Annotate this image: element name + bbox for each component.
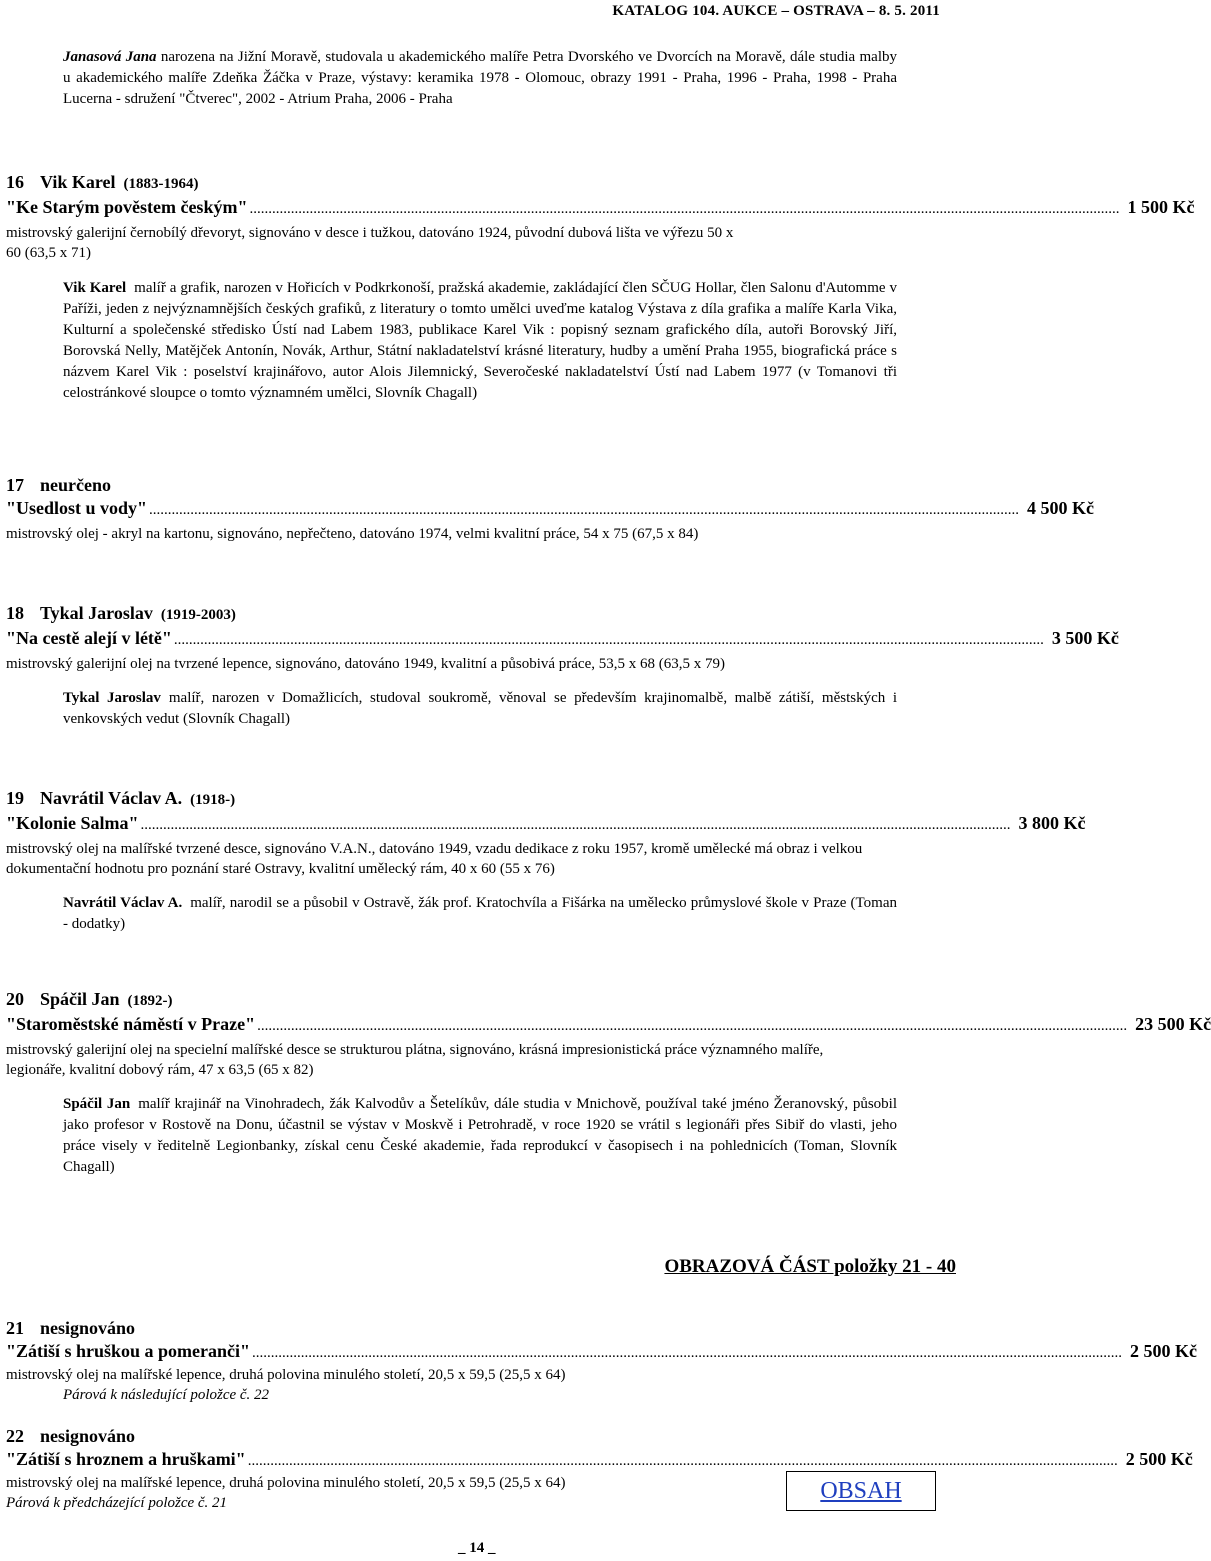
intro-bio [63, 47, 897, 110]
lot-author: nesignováno [40, 1426, 136, 1446]
lot-description: mistrovský olej na malířské tvrzené desce, signováno V.A.N., datováno 1949, vzadu dedikace z roku 1957, kromě umělecké má obraz i velkou dokumentační hodnotu pro poznání staré Ostravy, kvalitní umělecký rám, 40 x 60 (55 x 76) [6, 841, 863, 877]
artist-bio-text: malíř, narodil se a působil v Ostravě, žák prof. Kratochvíla a Fišárka na umělecko průmyslové škole v Praze (Toman - dodatky) [63, 895, 897, 932]
artist-bio [63, 278, 897, 404]
lot-description: mistrovský olej na malířské lepence, druhá polovina minulého století, 20,5 x 59,5 (25,5 x 64) [6, 1475, 566, 1491]
section-title: OBRAZOVÁ ČÁST položky 21 - 40 [664, 1256, 956, 1277]
lot-21 [6, 1316, 1198, 1405]
lot-title-row [6, 1013, 1211, 1038]
artist-bio-text: malíř a grafik, narozen v Hořicích v Podkrkonoší, pražská akademie, zakládající člen SČUG Hollar, člen Salonu d'Automme v Paříži, jeden z nejvýznamnějších českých grafiků, z literatury o tomto umělci uveďme katalog Výstava z díla grafika a malíře Karla Vika, Kulturní a společenské středisko Ústí nad Labem 1983, publikace Karel Vik : popisný seznam grafického díla, autoři Borovský Jiří, Borovská Nelly, Matějček Antonín, Novák, Arthur, Státní nakladatelství krásné literatury, hudby a umění Praha 1955, biografická práce s názvem Karel Vik : poselství krajinářovo, autor Alois Jilemnický, Severočeské nakladatelství Ústí nad Labem 1977 (v Tomanovi tři celostránkové sloupce o tomto významném umělci, Slovník Chagall) [63, 280, 897, 401]
lot-author: Tykal Jaroslav [40, 603, 153, 623]
lot-title: "Zátiší s hruškou a pomeranči" [6, 1341, 251, 1361]
dot-leader: ........................................................................................................................................................................................................................................ [140, 817, 1011, 833]
dot-leader: ........................................................................................................................................................................................................................................ [247, 1453, 1118, 1469]
lot-number: 20 [6, 989, 24, 1009]
lot-number: 17 [6, 475, 24, 495]
dot-leader: ........................................................................................................................................................................................................................................ [252, 1345, 1123, 1361]
lot-description: mistrovský olej na malířské lepence, druhá polovina minulého století, 20,5 x 59,5 (25,5 x 64) [6, 1367, 566, 1383]
lot-description: mistrovský galerijní olej na tvrzené lepence, signováno, datováno 1949, kvalitní a působivá práce, 53,5 x 68 (63,5 x 79) [6, 656, 725, 672]
dot-leader: ........................................................................................................................................................................................................................................ [249, 201, 1120, 217]
lot-description: mistrovský olej - akryl na kartonu, signováno, nepřečteno, datováno 1974, velmi kvalitní práce, 54 x 75 (67,5 x 84) [6, 526, 699, 542]
lot-20 [6, 987, 1211, 1178]
lot-price: 1 500 Kč [1127, 197, 1195, 217]
dot-leader: ........................................................................................................................................................................................................................................ [149, 502, 1020, 518]
lot-title: "Zátiší s hroznem a hruškami" [6, 1449, 246, 1469]
lot-title: "Na cestě alejí v létě" [6, 628, 172, 648]
lot-note: Párová k předcházející položce č. 21 [6, 1495, 228, 1511]
lot-18 [6, 601, 1119, 730]
lot-years: (1919-2003) [160, 607, 236, 623]
lot-title-row [6, 196, 1195, 221]
intro-bio-name: Janasová Jana [63, 49, 157, 65]
lot-author: Vik Karel [40, 172, 116, 192]
artist-bio [63, 893, 897, 935]
lot-title-row [6, 812, 1086, 837]
lot-number: 19 [6, 788, 24, 808]
lot-number: 18 [6, 603, 24, 623]
lot-price: 3 800 Kč [1018, 813, 1086, 833]
lot-price: 2 500 Kč [1130, 1341, 1198, 1361]
lot-header [6, 1316, 938, 1340]
lot-price: 4 500 Kč [1027, 498, 1095, 518]
artist-bio-text: malíř krajinář na Vinohradech, žák Kalvodův a Šetelíkův, dále studia v Mnichově, používal také jméno Žeranovský, působil jako profesor v Rostově na Donu, účastnil se výstav v Moskvě i Petrohradě, v roce 1920 se vrátil s legionáři přes Sibiř do vlasti, jeho práce visely v ředitelně Legionbanky, získal cenu České akademie, řada reprodukcí v časopisech i na pohlednicích (Toman, Slovník Chagall) [63, 1096, 897, 1175]
lot-title: "Staroměstské náměstí v Praze" [6, 1014, 256, 1034]
lot-title-row [6, 497, 1095, 522]
lot-header [6, 170, 938, 196]
lot-author: Navrátil Václav A. [40, 788, 183, 808]
page-number: _ 14 _ [458, 1540, 496, 1556]
artist-bio-name: Navrátil Václav A. [63, 895, 183, 911]
lot-note: Párová k následující položce č. 22 [63, 1387, 270, 1403]
page-header: KATALOG 104. AUKCE – OSTRAVA – 8. 5. 2011 [612, 3, 940, 19]
lot-price: 2 500 Kč [1125, 1449, 1193, 1469]
lot-price: 23 500 Kč [1135, 1014, 1211, 1034]
artist-bio-name: Spáčil Jan [63, 1096, 131, 1112]
artist-bio-text: malíř, narozen v Domažlicích, studoval soukromě, věnoval se především krajinomalbě, malbě zátiší, městských i venkovských vedut (Slovník Chagall) [63, 690, 897, 727]
artist-bio [63, 1094, 897, 1178]
lot-price: 3 500 Kč [1051, 628, 1119, 648]
dot-leader: ........................................................................................................................................................................................................................................ [173, 632, 1044, 648]
artist-bio [63, 688, 897, 730]
lot-years: (1892-) [127, 993, 173, 1009]
lot-header [6, 601, 938, 627]
artist-bio-name: Vik Karel [63, 280, 127, 296]
lot-header [6, 473, 938, 497]
lot-19 [6, 786, 1086, 935]
lot-title-row [6, 1340, 1198, 1365]
lot-description: mistrovský galerijní olej na specielní malířské desce se strukturou plátna, signováno, krásná impresionistická práce významného malíře, legionáře, kvalitní dobový rám, 47 x 63,5 (65 x 82) [6, 1042, 824, 1078]
obsah-link-button[interactable]: OBSAH [786, 1471, 936, 1511]
lot-number: 22 [6, 1426, 24, 1446]
lot-author: neurčeno [40, 475, 111, 495]
intro-bio-text: narozena na Jižní Moravě, studovala u akademického malíře Petra Dvorského ve Dvorcích na Moravě, dále studia malby u akademického malíře Zdeňka Žáčka v Praze, výstavy: keramika 1978 - Olomouc, obrazy 1991 - Praha, 1996 - Praha, 1998 - Praha Lucerna - sdružení "Čtverec", 2002 - Atrium Praha, 2006 - Praha [63, 49, 897, 107]
dot-leader: ........................................................................................................................................................................................................................................ [257, 1018, 1128, 1034]
lot-author: nesignováno [40, 1318, 136, 1338]
lot-header [6, 1424, 938, 1448]
lot-title: "Usedlost u vody" [6, 498, 148, 518]
lot-header [6, 786, 938, 812]
lot-17 [6, 473, 1095, 544]
lot-title-row [6, 1448, 1193, 1473]
lot-number: 16 [6, 172, 24, 192]
artist-bio-name: Tykal Jaroslav [63, 690, 161, 706]
lot-16 [6, 170, 1195, 404]
lot-title-row [6, 627, 1119, 652]
lot-title: "Kolonie Salma" [6, 813, 139, 833]
lot-description: mistrovský galerijní černobílý dřevoryt, signováno v desce i tužkou, datováno 1924, původní dubová lišta ve výřezu 50 x 60 (63,5 x 71) [6, 225, 734, 261]
lot-author: Spáčil Jan [40, 989, 120, 1009]
lot-title: "Ke Starým pověstem českým" [6, 197, 248, 217]
lot-header [6, 987, 938, 1013]
lot-years: (1883-1964) [123, 176, 199, 192]
lot-number: 21 [6, 1318, 24, 1338]
lot-years: (1918-) [190, 792, 236, 808]
